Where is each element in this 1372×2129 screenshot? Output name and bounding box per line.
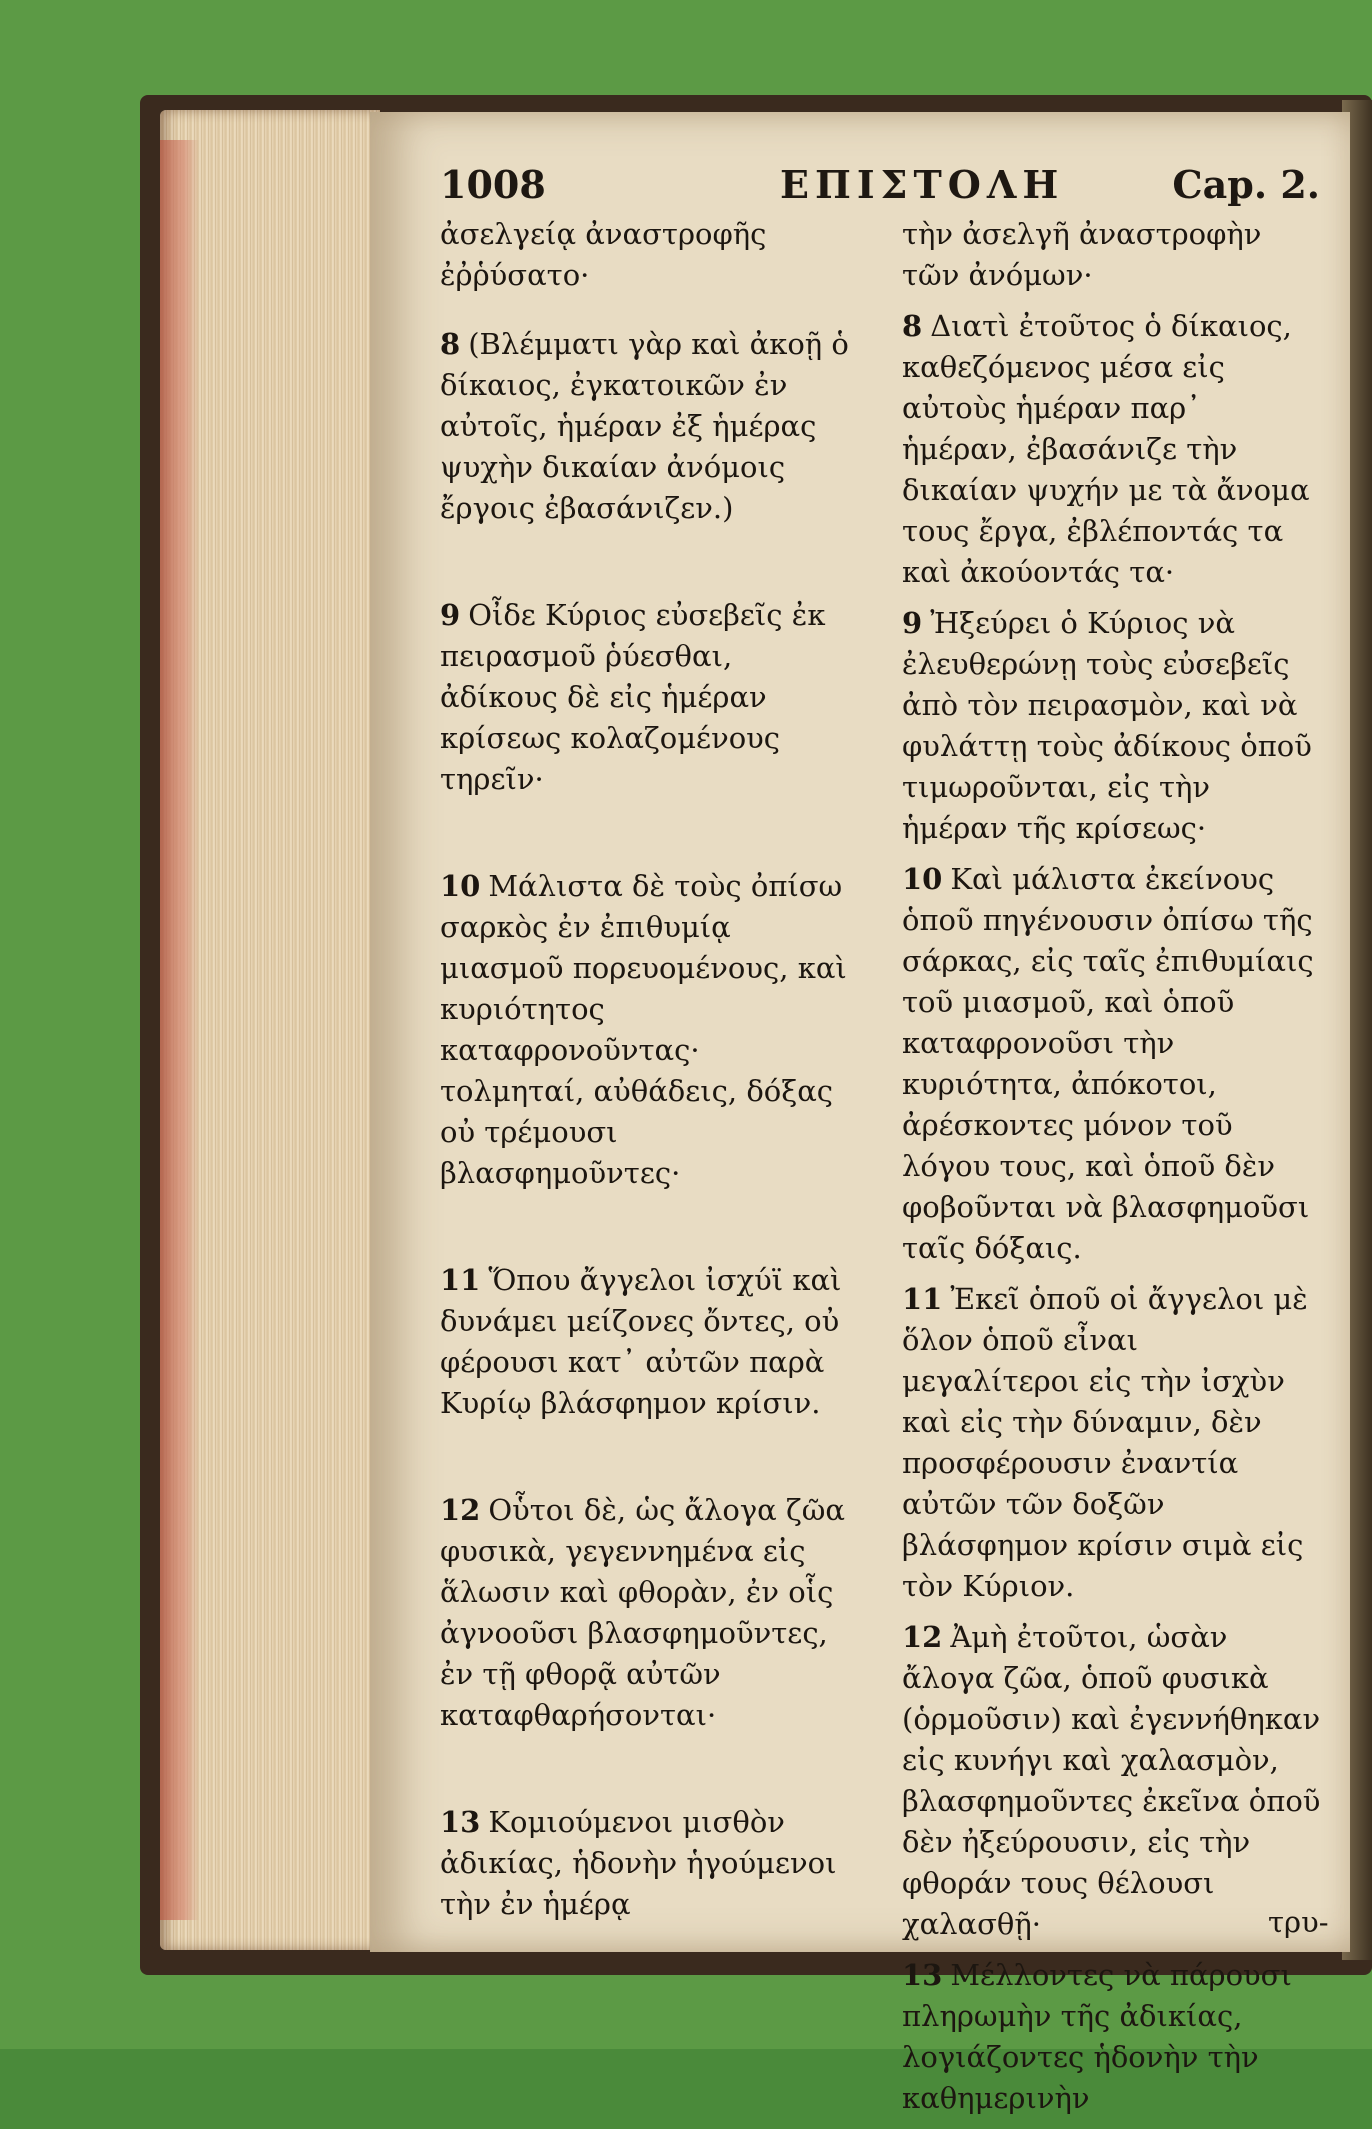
verse bbox=[440, 214, 850, 296]
verse-text: Κομιούμενοι μισθὸν ἀδικίας, ἡδονὴν ἡγούμενοι τὴν ἐν ἡμέρᾳ bbox=[440, 1805, 837, 1921]
verse-text: Καὶ μάλιστα ἐκείνους ὁποῦ πηγένουσιν ὀπίσω τῆς σάρκας, εἰς ταῖς ἐπιθυμίαις τοῦ μιασμοῦ, καὶ ὁποῦ καταφρονοῦσι τὴν κυριότητα, ἀπόκοτοι, ἀρέσκοντες μόνον τοῦ λόγου τους, καὶ ὁποῦ δὲν φοβοῦνται νὰ βλασφημοῦσι ταῖς δόξαις. bbox=[902, 862, 1314, 1265]
left-column-greek-original bbox=[440, 214, 850, 1991]
verse bbox=[902, 1279, 1322, 1607]
right-column-modern-greek bbox=[902, 214, 1322, 2129]
verse-number: 11 bbox=[902, 1282, 943, 1316]
verse bbox=[440, 1260, 850, 1424]
verse bbox=[440, 866, 850, 1194]
verse-text: Μέλλοντες νὰ πάρουσι πληρωμὴν τῆς ἀδικίας, λογιάζοντες ἡδονὴν τὴν καθημερινὴν bbox=[902, 1958, 1292, 2115]
verse-number: 13 bbox=[440, 1805, 481, 1839]
verse-number: 12 bbox=[440, 1493, 481, 1527]
catchword: τρυ- bbox=[1268, 1905, 1329, 1939]
verse bbox=[440, 1802, 850, 1925]
page-title: ΕΠΙΣΤΟΛΗ bbox=[780, 162, 1065, 207]
verse-number: 9 bbox=[440, 598, 461, 632]
running-header bbox=[440, 162, 1320, 212]
verse-text: Ὅπου ἄγγελοι ἰσχύϊ καὶ δυνάμει μείζονες ὄντες, οὐ φέρουσι κατ᾽ αὐτῶν παρὰ Κυρίῳ βλάσφημον κρίσιν. bbox=[440, 1263, 842, 1420]
verse-number: 8 bbox=[902, 309, 923, 343]
verse-text: Ἀμὴ ἐτοῦτοι, ὡσὰν ἄλογα ζῶα, ὁποῦ φυσικὰ (ὁρμοῦσιν) καὶ ἐγεννήθηκαν εἰς κυνήγι καὶ χαλασμὸν, βλασφημοῦντες ἐκεῖνα ὁποῦ δὲν ἠξεύρουσιν, εἰς τὴν φθοράν τους θέλουσι χαλασθῇ· bbox=[902, 1620, 1321, 1941]
verse-number: 9 bbox=[902, 606, 923, 640]
verse-number: 13 bbox=[902, 1958, 943, 1992]
verse-text: τὴν ἀσελγῆ ἀναστροφὴν τῶν ἀνόμων· bbox=[902, 217, 1262, 292]
verse bbox=[440, 324, 850, 529]
verse-text: Διατὶ ἐτοῦτος ὁ δίκαιος, καθεζόμενος μέσα εἰς αὐτοὺς ἡμέραν παρ᾽ ἡμέραν, ἐβασάνιζε τὴν δικαίαν ψυχήν με τὰ ἄνομα τους ἔργα, ἐβλέποντάς τα καὶ ἀκούοντάς τα· bbox=[902, 309, 1310, 589]
verse bbox=[902, 306, 1322, 593]
verse-number: 12 bbox=[902, 1620, 943, 1654]
verse bbox=[902, 859, 1322, 1269]
verse-number: 10 bbox=[440, 869, 481, 903]
verse bbox=[440, 595, 850, 800]
verse bbox=[440, 1490, 850, 1736]
verse-text: ἀσελγείᾳ ἀναστροφῆς ἐῤῥύσατο· bbox=[440, 217, 767, 292]
verse-text: Ἠξεύρει ὁ Κύριος νὰ ἐλευθερώνῃ τοὺς εὐσεβεῖς ἀπὸ τὸν πειρασμὸν, καὶ νὰ φυλάττῃ τοὺς ἀδίκους ὁποῦ τιμωροῦνται, εἰς τὴν ἡμέραν τῆς κρίσεως· bbox=[902, 606, 1312, 845]
verse bbox=[902, 1955, 1322, 2119]
verse-number: 8 bbox=[440, 327, 461, 361]
chapter-label: Cap. 2. bbox=[1172, 162, 1320, 207]
verse bbox=[902, 603, 1322, 849]
page-edges-red-stain bbox=[160, 140, 200, 1920]
verse-text: Ἐκεῖ ὁποῦ οἱ ἄγγελοι μὲ ὅλον ὁποῦ εἶναι μεγαλίτεροι εἰς τὴν ἰσχὺν καὶ εἰς τὴν δύναμιν, δὲν προσφέρουσιν ἐναντία αὐτῶν τῶν δοξῶν βλάσφημον κρίσιν σιμὰ εἰς τὸν Κύριον. bbox=[902, 1282, 1308, 1603]
verse-number: 10 bbox=[902, 862, 943, 896]
verse-text: Οὗτοι δὲ, ὡς ἄλογα ζῶα φυσικὰ, γεγεννημένα εἰς ἅλωσιν καὶ φθορὰν, ἐν οἷς ἀγνοοῦσι βλασφημοῦντες, ἐν τῇ φθορᾷ αὐτῶν καταφθαρήσονται· bbox=[440, 1493, 845, 1732]
verse bbox=[902, 214, 1322, 296]
verse-text: (Βλέμματι γὰρ καὶ ἀκοῇ ὁ δίκαιος, ἐγκατοικῶν ἐν αὐτοῖς, ἡμέραν ἐξ ἡμέρας ψυχὴν δικαίαν ἀνόμοις ἔργοις ἐβασάνιζεν.) bbox=[440, 327, 849, 525]
verse bbox=[902, 1617, 1322, 1945]
page-number: 1008 bbox=[440, 162, 546, 207]
verse-text: Οἶδε Κύριος εὐσεβεῖς ἐκ πειρασμοῦ ῥύεσθαι, ἀδίκους δὲ εἰς ἡμέραν κρίσεως κολαζομένους τηρεῖν· bbox=[440, 598, 826, 796]
verse-number: 11 bbox=[440, 1263, 481, 1297]
verse-text: Μάλιστα δὲ τοὺς ὀπίσω σαρκὸς ἐν ἐπιθυμίᾳ μιασμοῦ πορευομένους, καὶ κυριότητος καταφρονοῦντας· τολμηταί, αὐθάδεις, δόξας οὐ τρέμουσι βλασφημοῦντες· bbox=[440, 869, 847, 1190]
